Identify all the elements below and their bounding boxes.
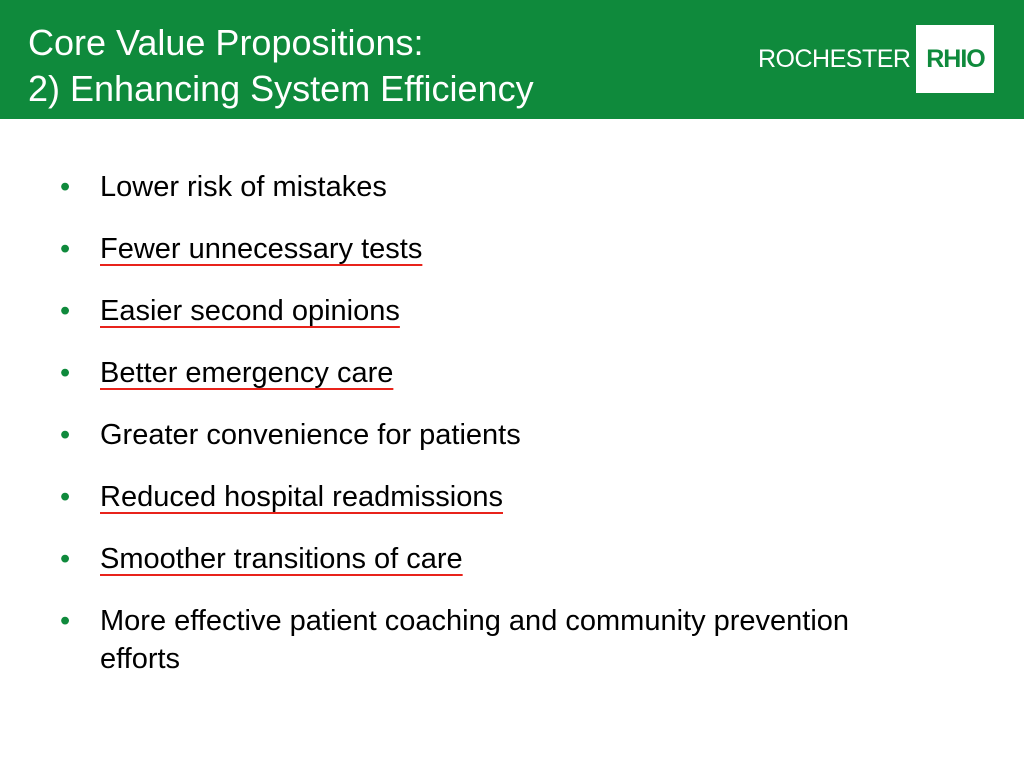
- bullet-text: Lower risk of mistakes: [100, 171, 387, 203]
- list-item: [60, 292, 890, 330]
- bullet-text: More effective patient coaching and community prevention efforts: [100, 605, 850, 675]
- bullet-text: Better emergency care: [100, 357, 394, 389]
- slide-title: [28, 20, 534, 112]
- header-bar: [0, 0, 1024, 119]
- list-item: [60, 478, 890, 516]
- list-item: [60, 602, 890, 678]
- list-item: [60, 168, 890, 206]
- bullet-list: [60, 168, 890, 702]
- bullet-text: Greater convenience for patients: [100, 419, 521, 451]
- list-item: [60, 540, 890, 578]
- bullet-dot: •: [60, 295, 71, 327]
- bullet-dot: •: [60, 171, 71, 203]
- bullet-dot: •: [60, 481, 71, 513]
- list-item: [60, 230, 890, 268]
- bullet-dot: •: [60, 419, 71, 451]
- bullet-dot: •: [60, 357, 71, 389]
- bullet-text: Smoother transitions of care: [100, 543, 463, 575]
- bullet-text: Easier second opinions: [100, 295, 400, 327]
- bullet-text: Reduced hospital readmissions: [100, 481, 503, 513]
- bullet-dot: •: [60, 543, 71, 575]
- logo-box: RHIO: [916, 25, 994, 93]
- rochester-rhio-logo: [758, 25, 994, 93]
- list-item: [60, 416, 890, 454]
- logo-wordmark: ROCHESTER: [758, 44, 911, 73]
- list-item: [60, 354, 890, 392]
- bullet-dot: •: [60, 233, 71, 265]
- bullet-dot: •: [60, 605, 71, 637]
- title-line-2: 2) Enhancing System Efficiency: [28, 68, 534, 109]
- title-line-1: Core Value Propositions:: [28, 22, 424, 63]
- bullet-text: Fewer unnecessary tests: [100, 233, 423, 265]
